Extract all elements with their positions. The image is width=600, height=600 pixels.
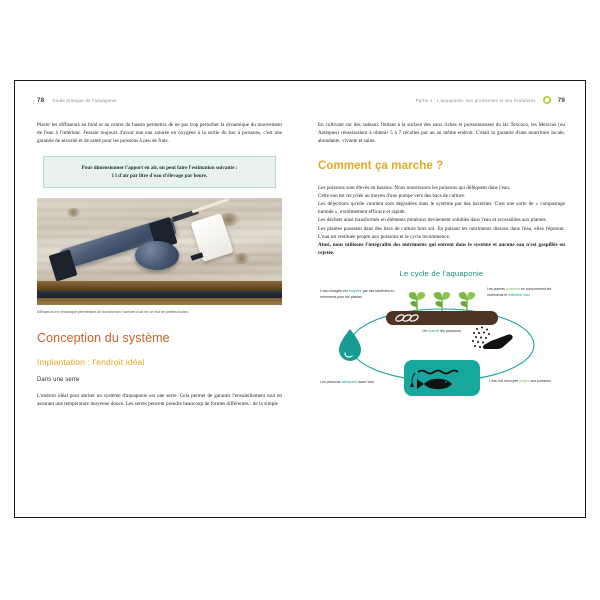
left-running-head bbox=[37, 93, 282, 107]
right-paragraph-2: Les poissons sont élevés en bassins. Nous nourrissons les poissons qui défèquent dans l'eau. bbox=[318, 184, 511, 191]
left-paragraph-2: L'endroit idéal pour abriter un système d'aquaponie est une serre. Cela permet de garantir l'ensoleillement tout en assurant une température moyenne douce. Les serres peuvent prendre beaucoup de formes différentes : de la simple bbox=[37, 392, 282, 407]
photo-knot-3 bbox=[66, 208, 81, 217]
callout-line-2: 1 l d'air par litre d'eau d'élevage par heure. bbox=[111, 172, 208, 179]
right-paragraph-5: Les déchets ainsi transformés en éléments minéraux deviennent solubles dans l'eau et accessibles aux plantes. bbox=[318, 217, 547, 224]
infographic-label-top-right: Les plantes croissent en consommant les nutriments et nettoient l'eau bbox=[487, 287, 552, 297]
callout-line-1: Pour dimensionner l'apport en air, on peut faire l'estimation suivante : bbox=[81, 164, 238, 171]
photo-rusty-band bbox=[37, 281, 282, 291]
heading-dans-une-serre: Dans une serre bbox=[37, 376, 80, 383]
heading-implantation: Implantation : l'endroit idéal bbox=[37, 356, 145, 367]
callout-box bbox=[43, 156, 276, 188]
right-paragraph-6: Les plantes poussent dans des bacs de culture hors sol. En puisant les nutriments dissous dans l'eau, elles l'épurent. L'eau est restituée propre aux poissons et le cycle recommence. bbox=[318, 225, 565, 240]
infographic-label-bottom-right: L'eau est renvoyée propre aux poissons bbox=[489, 379, 551, 384]
air-diffuser-photo bbox=[37, 198, 282, 305]
photo-bottom-wood bbox=[37, 298, 282, 304]
left-page bbox=[15, 81, 300, 517]
photo-dark-rail bbox=[37, 291, 282, 298]
infographic-label-bottom-left: Les poissons défèquent dans l'eau bbox=[320, 380, 374, 385]
right-paragraph-7: Ainsi, nous utilisons l'intégralité des nutriments qui entrent dans le système et aucune eau n'est gaspillée ou rejetée. bbox=[318, 242, 565, 257]
left-running-head-text: Guide pratique de l'aquaponie bbox=[52, 97, 117, 103]
leaf-badge-icon bbox=[543, 96, 551, 104]
plant-sprout-icon bbox=[409, 292, 475, 311]
photo-caption: Diffuseurs en céramique permettant de transformer l'arrivée d'air en un flot de petites bulles. bbox=[37, 309, 190, 314]
infographic-label-top-left: L'eau chargée est recyclée par des bactéries en nutriments pour les plantes bbox=[320, 289, 395, 299]
book-spread bbox=[14, 80, 586, 518]
fish-tank-icon bbox=[404, 360, 480, 396]
right-running-head-text: Partie 1 : L'aquaponie, ses promesses et ses évolutions bbox=[415, 97, 536, 103]
right-paragraph-4: Les déjections qu'elle contient sont dégradées dans le système par des bactéries. C'est une sorte de « compostage humide », extrêmement efficace et rapide. bbox=[318, 201, 565, 216]
left-folio: 78 bbox=[37, 96, 45, 104]
right-folio: 79 bbox=[557, 96, 565, 104]
infographic-title: Le cycle de l'aquaponie bbox=[399, 269, 484, 279]
left-paragraph-1: Placer les diffuseurs au fond et au centre du bassin permettra de ne pas trop perturber la dynamique du mouvement de l'eau à l'intérieur. J'essaie toujours d'avoir une eau saturée en oxygène à la sortie du bac à poissons, c'est une garantie de sécurité et de santé pour les poissons à peu de frais. bbox=[37, 122, 282, 145]
photo-knot-2 bbox=[233, 253, 250, 264]
heading-comment-ca-marche: Comment ça marche ? bbox=[318, 159, 444, 172]
right-paragraph-1: En cultivant sur des radeaux flottant à la surface des eaux riches et poissonneuses du lac Texcoco, les Mexicas (ou Aztèques) réussissaient à obtenir 5 à 7 récoltes par an au même endroit. C'était la garantie d'une nourriture locale, abondante, vivante et saine. bbox=[318, 122, 565, 145]
heading-conception-du-systeme: Conception du système bbox=[37, 330, 170, 345]
right-running-head bbox=[318, 93, 565, 107]
right-paragraph-3: Cette eau est recyclée au moyen d'une pompe vers des bacs de culture. bbox=[318, 192, 466, 199]
infographic-label-middle: On nourrit les poissons bbox=[422, 329, 461, 334]
aquaponics-cycle-infographic bbox=[318, 267, 565, 407]
right-page bbox=[300, 81, 585, 517]
